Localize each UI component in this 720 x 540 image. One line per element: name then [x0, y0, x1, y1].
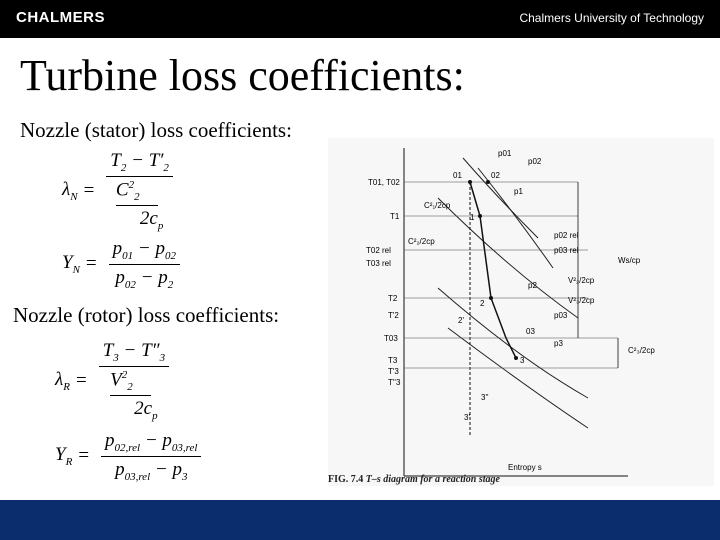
label-c3: C²₃/2cp — [628, 346, 655, 355]
state-point-1 — [478, 214, 482, 218]
footer-bar — [0, 500, 720, 540]
slide-title: Turbine loss coefficients: — [20, 51, 465, 100]
label-p02: p02 — [528, 157, 542, 166]
label-t02rel: T02 rel — [366, 246, 391, 255]
header-bar — [0, 0, 720, 38]
caption-text: T–s diagram for a reaction stage — [365, 474, 500, 485]
label-p2: p2 — [528, 281, 537, 290]
state-point-01 — [468, 180, 472, 184]
y-r-equation: $Y_R$ = $\frac{p_{02,rel} - p_{03,rel}}{p_{03,rel} - p_3}$ — [55, 430, 201, 483]
label-p01: p01 — [498, 149, 512, 158]
label-v2: V²₂/2cp — [568, 276, 595, 285]
label-t03rel: T03 rel — [366, 259, 391, 268]
label-t1: T1 — [390, 212, 400, 221]
label-p03: p03 — [554, 311, 568, 320]
label-pt02: 02 — [491, 171, 500, 180]
state-point-02 — [486, 180, 490, 184]
label-p3: p3 — [554, 339, 563, 348]
isobar-p2 — [438, 288, 588, 398]
x-axis-label: Entropy s — [508, 463, 542, 472]
label-pt3p: 3' — [464, 413, 470, 422]
label-ws: Ws/cp — [618, 256, 641, 265]
label-pt2: 2 — [480, 299, 485, 308]
label-t03: T03 — [384, 334, 398, 343]
rotor-heading: Nozzle (rotor) loss coefficients: — [13, 303, 280, 327]
lambda-r-equation: $\lambda_R$ = $\frac{T_3 - T''_3}{\frac{V^2_2}{2c_p}}$ — [55, 340, 169, 422]
label-c1: C²₁/2cp — [424, 201, 451, 210]
label-c2: C²₂/2cp — [408, 237, 435, 246]
label-p03rel: p03 rel — [554, 246, 579, 255]
university-name: Chalmers University of Technology — [519, 11, 704, 25]
label-pt01: 01 — [453, 171, 462, 180]
label-pt2p: 2' — [458, 316, 464, 325]
label-t01-t02: T01, T02 — [368, 178, 400, 187]
ts-diagram — [328, 138, 714, 486]
state-point-2 — [489, 296, 493, 300]
label-t3: T3 — [388, 356, 398, 365]
chalmers-logo: CHALMERS — [16, 9, 105, 26]
lambda-n-equation: $\lambda_N$ = $\frac{T_2 - T'_2}{\frac{C^2_2}{2c_p}}$ — [62, 150, 173, 232]
ts-diagram-figure — [328, 138, 714, 486]
label-p02rel: p02 rel — [554, 231, 579, 240]
label-pt3: 3 — [520, 356, 525, 365]
y-n-equation: $Y_N$ = $\frac{p_{01} - p_{02}}{p_{02} - p_2}$ — [62, 238, 180, 291]
stator-heading: Nozzle (stator) loss coefficients: — [20, 118, 292, 142]
label-pt1: 1 — [470, 213, 475, 222]
label-t2: T2 — [388, 294, 398, 303]
state-point-3 — [514, 356, 518, 360]
label-t2p: T'2 — [388, 311, 399, 320]
label-t3p: T'3 — [388, 367, 399, 376]
label-pt3pp: 3'' — [481, 393, 489, 402]
figure-caption — [328, 474, 500, 485]
label-v3: V²₃/2cp — [568, 296, 595, 305]
label-pto3: 03 — [526, 327, 535, 336]
caption-label: FIG. 7.4 — [328, 474, 364, 485]
label-p1: p1 — [514, 187, 523, 196]
label-t3pp: T''3 — [388, 378, 401, 387]
